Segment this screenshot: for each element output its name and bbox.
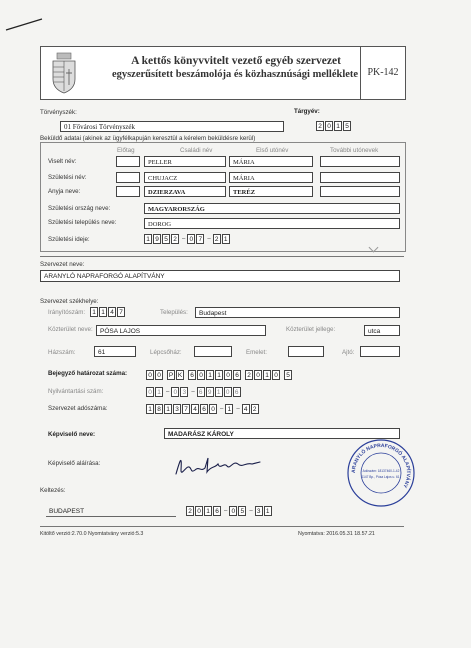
birth-date-label: Születési ideje: — [48, 236, 90, 243]
date-separator: – — [182, 236, 186, 242]
tax-digit[interactable]: 1 — [225, 404, 233, 414]
stair-field[interactable] — [194, 346, 232, 357]
tax-digit[interactable]: 4 — [242, 404, 250, 414]
name-label: Viselt név: — [48, 158, 77, 165]
org-name-label: Szervezet neve: — [40, 261, 85, 268]
reg-char[interactable]: 1 — [215, 370, 223, 380]
birth-year-digit[interactable]: 5 — [162, 234, 170, 244]
tax-digit[interactable]: 0 — [209, 404, 217, 414]
reg-char[interactable]: 1 — [263, 370, 271, 380]
tax-digit[interactable]: 2 — [251, 404, 259, 414]
reg-char[interactable]: 0 — [197, 370, 205, 380]
version-text: Kitöltő verzió:2.70.0 Nyomtatvány verzió:5.3 — [40, 531, 144, 537]
date-separator: – — [207, 236, 211, 242]
year-digit[interactable]: 5 — [343, 121, 351, 131]
birthname-prefix-field[interactable] — [116, 172, 140, 183]
tax-digit[interactable]: 3 — [173, 404, 181, 414]
footer-divider — [40, 526, 404, 527]
reg-char[interactable]: 0 — [254, 370, 262, 380]
reg-char[interactable]: K — [177, 372, 183, 379]
separator: – — [220, 406, 224, 412]
birth-year-digit[interactable]: 1 — [144, 234, 152, 244]
reg-char[interactable]: 0 — [224, 370, 232, 380]
reg-char[interactable]: 1 — [206, 370, 214, 380]
nyilv-digit[interactable]: 9 — [206, 387, 214, 397]
zip-digit[interactable]: 4 — [108, 307, 116, 317]
reg-char[interactable]: 0 — [155, 370, 163, 380]
date-separator: – — [224, 508, 228, 514]
sign-day-digit[interactable]: 1 — [264, 506, 272, 516]
nyilv-digit[interactable]: 3 — [180, 387, 188, 397]
street-field[interactable]: PÓSA LAJOS — [96, 325, 266, 336]
birth-year-digit[interactable]: 2 — [171, 234, 179, 244]
nyilv-digit[interactable]: 1 — [155, 387, 163, 397]
sign-date-boxes[interactable] — [186, 506, 273, 516]
birth-month-digit[interactable]: 0 — [187, 234, 195, 244]
stamp-ring-text: ARANYLÓ NAPRAFORGÓ ALAPÍTVÁNY — [350, 442, 412, 489]
reg-char[interactable]: 5 — [284, 370, 292, 380]
rep-name-field[interactable]: MADARÁSZ KÁROLY — [164, 428, 400, 439]
form-code: PK-142 — [360, 47, 405, 99]
birth-month-digit[interactable]: 7 — [196, 234, 204, 244]
pen-stroke-mark — [4, 16, 46, 34]
birthname-first-field[interactable]: MÁRIA — [229, 172, 313, 183]
name-family-field[interactable]: PELLER — [144, 156, 226, 167]
nyilv-digit[interactable]: 0 — [224, 387, 232, 397]
tax-digit[interactable]: 8 — [155, 404, 163, 414]
zip-label: Irányítószám: — [48, 309, 86, 316]
name-first-field[interactable]: MÁRIA — [229, 156, 313, 167]
mother-other-field[interactable] — [320, 186, 400, 197]
birth-date-boxes[interactable] — [144, 234, 231, 244]
org-name-field[interactable]: ARANYLÓ NAPRAFORGÓ ALAPÍTVÁNY — [40, 270, 400, 282]
birth-country-field[interactable]: MAGYARORSZÁG — [144, 203, 400, 214]
tax-boxes[interactable] — [146, 404, 260, 414]
date-separator: – — [249, 508, 253, 514]
sign-month-digit[interactable]: 0 — [229, 506, 237, 516]
floor-field[interactable] — [288, 346, 324, 357]
col-other: További utónevek — [330, 147, 379, 154]
street-type-label: Közterület jellege: — [286, 326, 336, 333]
door-field[interactable] — [360, 346, 400, 357]
reg-char[interactable]: P — [168, 372, 174, 379]
zip-boxes[interactable] — [90, 307, 126, 317]
sign-year-digit[interactable]: 1 — [204, 506, 212, 516]
separator: – — [191, 389, 195, 395]
section-divider — [40, 256, 404, 257]
place-field[interactable]: BUDAPEST — [46, 506, 176, 517]
separator: – — [236, 406, 240, 412]
nyilv-digit[interactable]: 0 — [146, 387, 154, 397]
city-field[interactable]: Budapest — [195, 307, 400, 318]
birth-year-digit[interactable]: 9 — [153, 234, 161, 244]
tax-label: Szervezet adószáma: — [48, 405, 108, 412]
form-subtitle: egyszerűsített beszámolója és közhasznúsági melléklete — [111, 69, 359, 80]
place-date-label: Keltezés: — [40, 487, 66, 494]
birth-city-field[interactable]: DOROG — [144, 218, 400, 229]
nyilv-digit[interactable]: 0 — [171, 387, 179, 397]
year-digit[interactable]: 0 — [325, 121, 333, 131]
street-label: Közterület neve: — [48, 326, 93, 333]
form-title: A kettős könyvvitelt vezető egyéb szervezet — [131, 55, 341, 67]
printed-timestamp: Nyomtatva: 2016.05.31 18.57.21 — [298, 531, 375, 537]
name-prefix-field[interactable] — [116, 156, 140, 167]
street-type-field[interactable]: utca — [364, 325, 400, 336]
rep-name-label: Képviselő neve: — [48, 431, 96, 438]
col-prefix: Előtag — [117, 147, 135, 154]
handwritten-signature — [172, 450, 264, 480]
tax-digit[interactable]: 6 — [200, 404, 208, 414]
reg-label: Bejegyző határozat száma: — [48, 370, 128, 377]
reg-char[interactable]: 0 — [146, 370, 154, 380]
reg-char[interactable]: 6 — [233, 370, 241, 380]
reg-char[interactable]: 2 — [245, 370, 253, 380]
sign-day-digit[interactable]: 3 — [255, 506, 263, 516]
reg-boxes[interactable] — [146, 370, 293, 380]
court-label: Törvényszék: — [40, 109, 77, 116]
year-boxes[interactable] — [316, 121, 352, 131]
birth-day-digit[interactable]: 1 — [222, 234, 230, 244]
year-digit[interactable]: 2 — [316, 121, 324, 131]
zip-digit[interactable]: 7 — [117, 307, 125, 317]
col-first: Első utónév — [256, 147, 289, 154]
nyilv-digit[interactable]: 1 — [215, 387, 223, 397]
nyilv-label: Nyilvántartási szám: — [48, 388, 104, 395]
name-other-field[interactable] — [320, 156, 400, 167]
seat-label: Szervezet székhelye: — [40, 298, 99, 305]
separator: – — [166, 389, 170, 395]
rep-sign-label: Képviselő aláírása: — [48, 460, 101, 467]
sign-year-digit[interactable]: 6 — [213, 506, 221, 516]
stamp-inner-line1: Adószám: 18137460-1-42 — [362, 469, 400, 473]
form-header — [40, 46, 406, 100]
year-label: Tárgyév: — [294, 108, 320, 115]
reg-char[interactable]: 0 — [272, 370, 280, 380]
floor-label: Emelet: — [246, 349, 267, 356]
reg-char[interactable]: 6 — [188, 370, 196, 380]
sign-month-digit[interactable]: 5 — [238, 506, 246, 516]
tax-digit[interactable]: 1 — [164, 404, 172, 414]
birth-country-label: Születési ország neve: — [48, 205, 111, 212]
zip-digit[interactable]: 1 — [99, 307, 107, 317]
nyilv-digit[interactable]: 6 — [233, 387, 241, 397]
hungarian-coat-of-arms-icon — [47, 51, 81, 95]
tax-digit[interactable]: 7 — [182, 404, 190, 414]
stair-label: Lépcsőház: — [150, 349, 182, 356]
svg-text:ARANYLÓ NAPRAFORGÓ ALAPÍTVÁNY — [351, 443, 413, 489]
col-family: Családi név — [180, 147, 213, 154]
birth-day-digit[interactable]: 2 — [213, 234, 221, 244]
tax-digit[interactable]: 4 — [191, 404, 199, 414]
nyilv-boxes[interactable] — [146, 387, 242, 397]
city-label: Település: — [160, 309, 188, 316]
door-label: Ajtó: — [342, 349, 355, 356]
sign-year-digit[interactable]: 2 — [186, 506, 194, 516]
tax-digit[interactable]: 1 — [146, 404, 154, 414]
house-field[interactable]: 61 — [94, 346, 136, 357]
zip-digit[interactable]: 1 — [90, 307, 98, 317]
birthname-family-field[interactable]: CHUJACZ — [144, 172, 226, 183]
birthname-other-field[interactable] — [320, 172, 400, 183]
mother-first-field[interactable]: TERÉZ — [229, 186, 313, 197]
birth-city-label: Születési település neve: — [48, 219, 117, 226]
mother-label: Anyja neve: — [48, 188, 81, 195]
birthname-label: Születési név: — [48, 174, 87, 181]
submitter-section-label: Beküldő adatai (akinek az ügyfélkapuján keresztül a kérelem beküldésre kerül) — [40, 135, 256, 142]
mother-family-field[interactable]: DZIERZAVA — [144, 186, 226, 197]
year-digit[interactable]: 1 — [334, 121, 342, 131]
mother-prefix-field[interactable] — [116, 186, 140, 197]
court-field[interactable]: 01 Fővárosi Törvényszék — [60, 121, 284, 132]
house-label: Házszám: — [48, 349, 76, 356]
organization-stamp — [346, 438, 416, 508]
nyilv-digit[interactable]: 6 — [197, 387, 205, 397]
sign-year-digit[interactable]: 0 — [195, 506, 203, 516]
stamp-inner-line2: 1147 Bp., Pósa Lajos u. 61. — [361, 475, 401, 479]
